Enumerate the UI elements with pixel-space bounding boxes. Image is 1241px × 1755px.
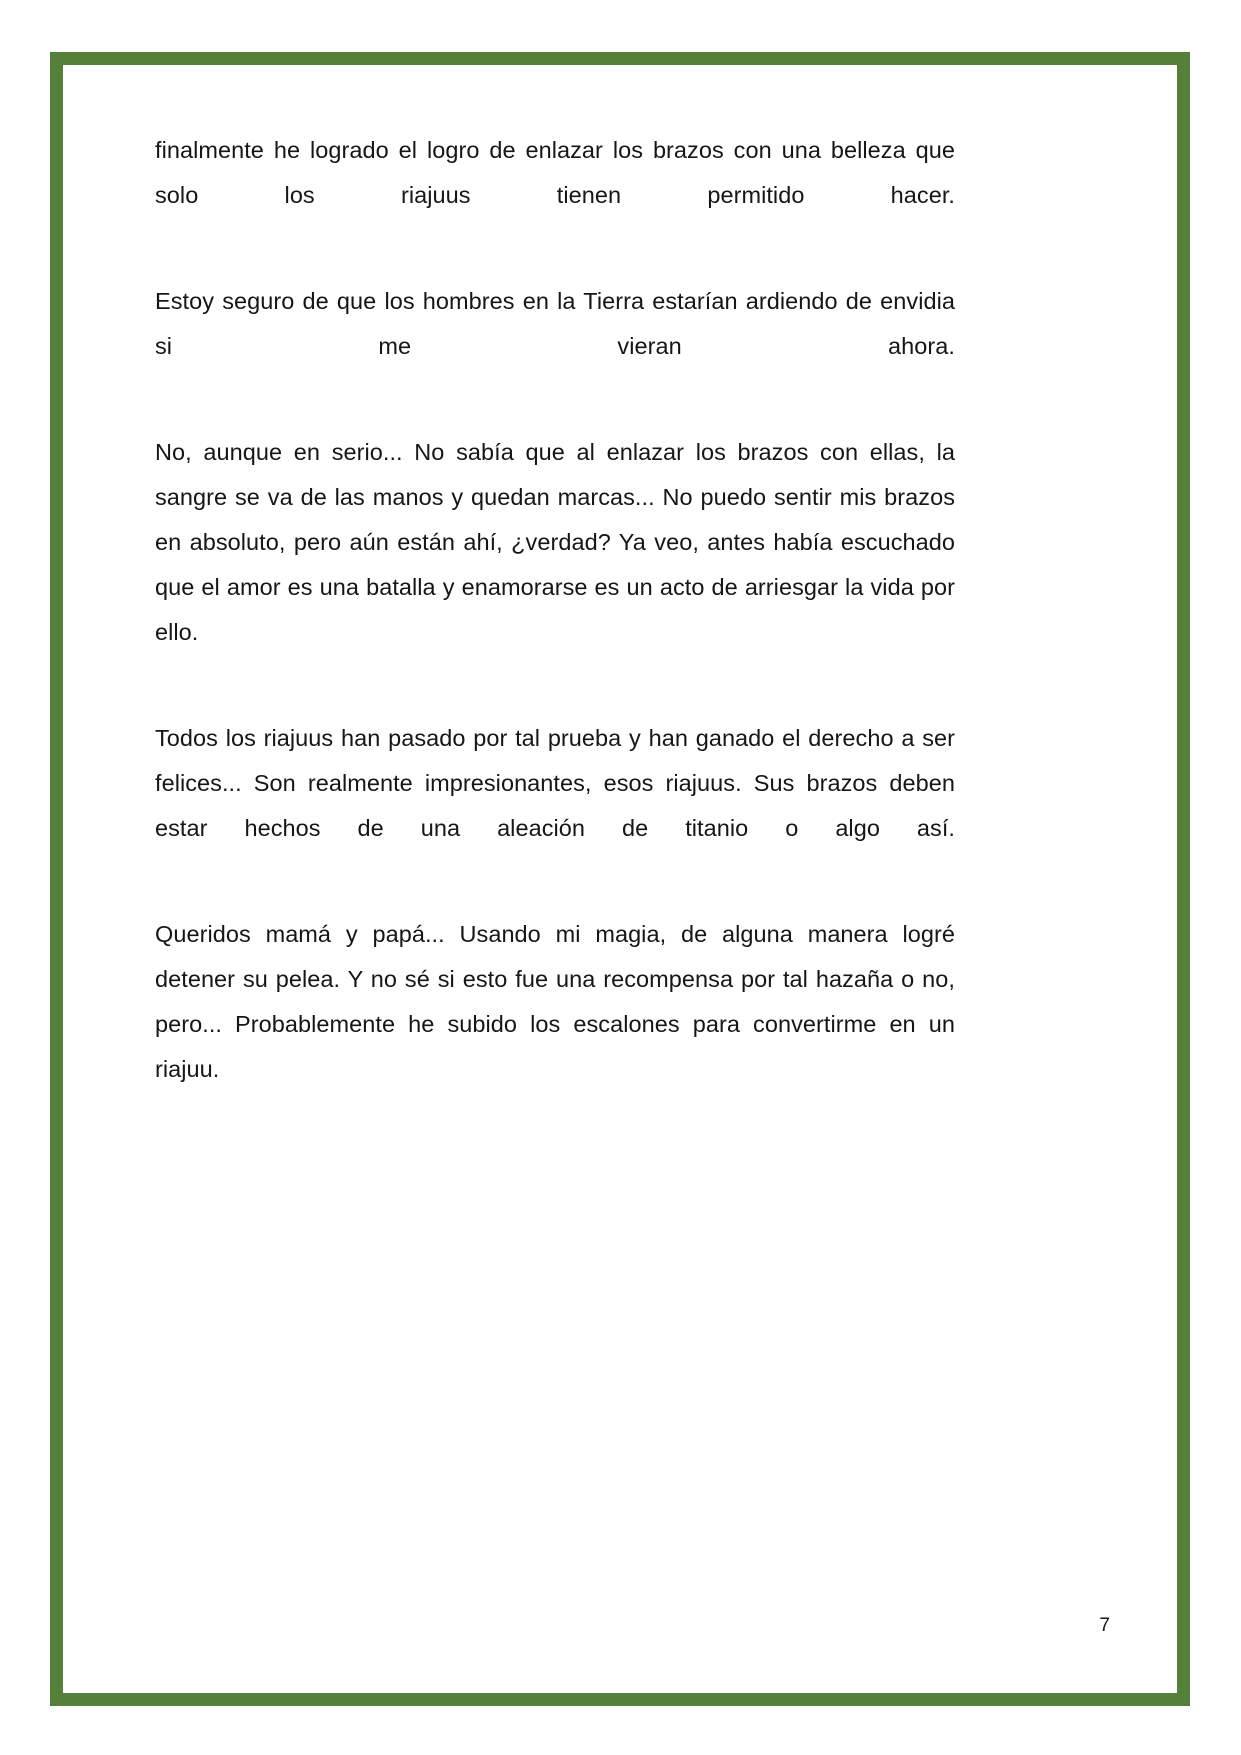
page-number: 7 bbox=[1099, 1615, 1110, 1636]
paragraph: Todos los riajuus han pasado por tal prueba y han ganado el derecho a ser felices... Son realmente impresionantes, esos riajuus. Sus brazos deben estar hechos de una aleación de titanio o algo así. bbox=[155, 725, 955, 841]
paragraph: Estoy seguro de que los hombres en la Tierra estarían ardiendo de envidia si me vieran ahora. bbox=[155, 288, 955, 359]
paragraph: No, aunque en serio... No sabía que al enlazar los brazos con ellas, la sangre se va de las manos y quedan marcas... No puedo sentir mis brazos en absoluto, pero aún están ahí, ¿verdad? Ya veo, antes había escuchado que el amor es una batalla y enamorarse es un acto de arriesgar la vida por ello. bbox=[155, 439, 955, 645]
paragraph: Queridos mamá y papá... Usando mi magia, de alguna manera logré detener su pelea. Y no sé si esto fue una recompensa por tal hazaña o no, pero... Probablemente he subido los escalones para convertirme en un riajuu. bbox=[155, 921, 955, 1082]
document-body bbox=[155, 128, 955, 1137]
paragraph: finalmente he logrado el logro de enlazar los brazos con una belleza que solo los riajuus tienen permitido hacer. bbox=[155, 137, 955, 208]
